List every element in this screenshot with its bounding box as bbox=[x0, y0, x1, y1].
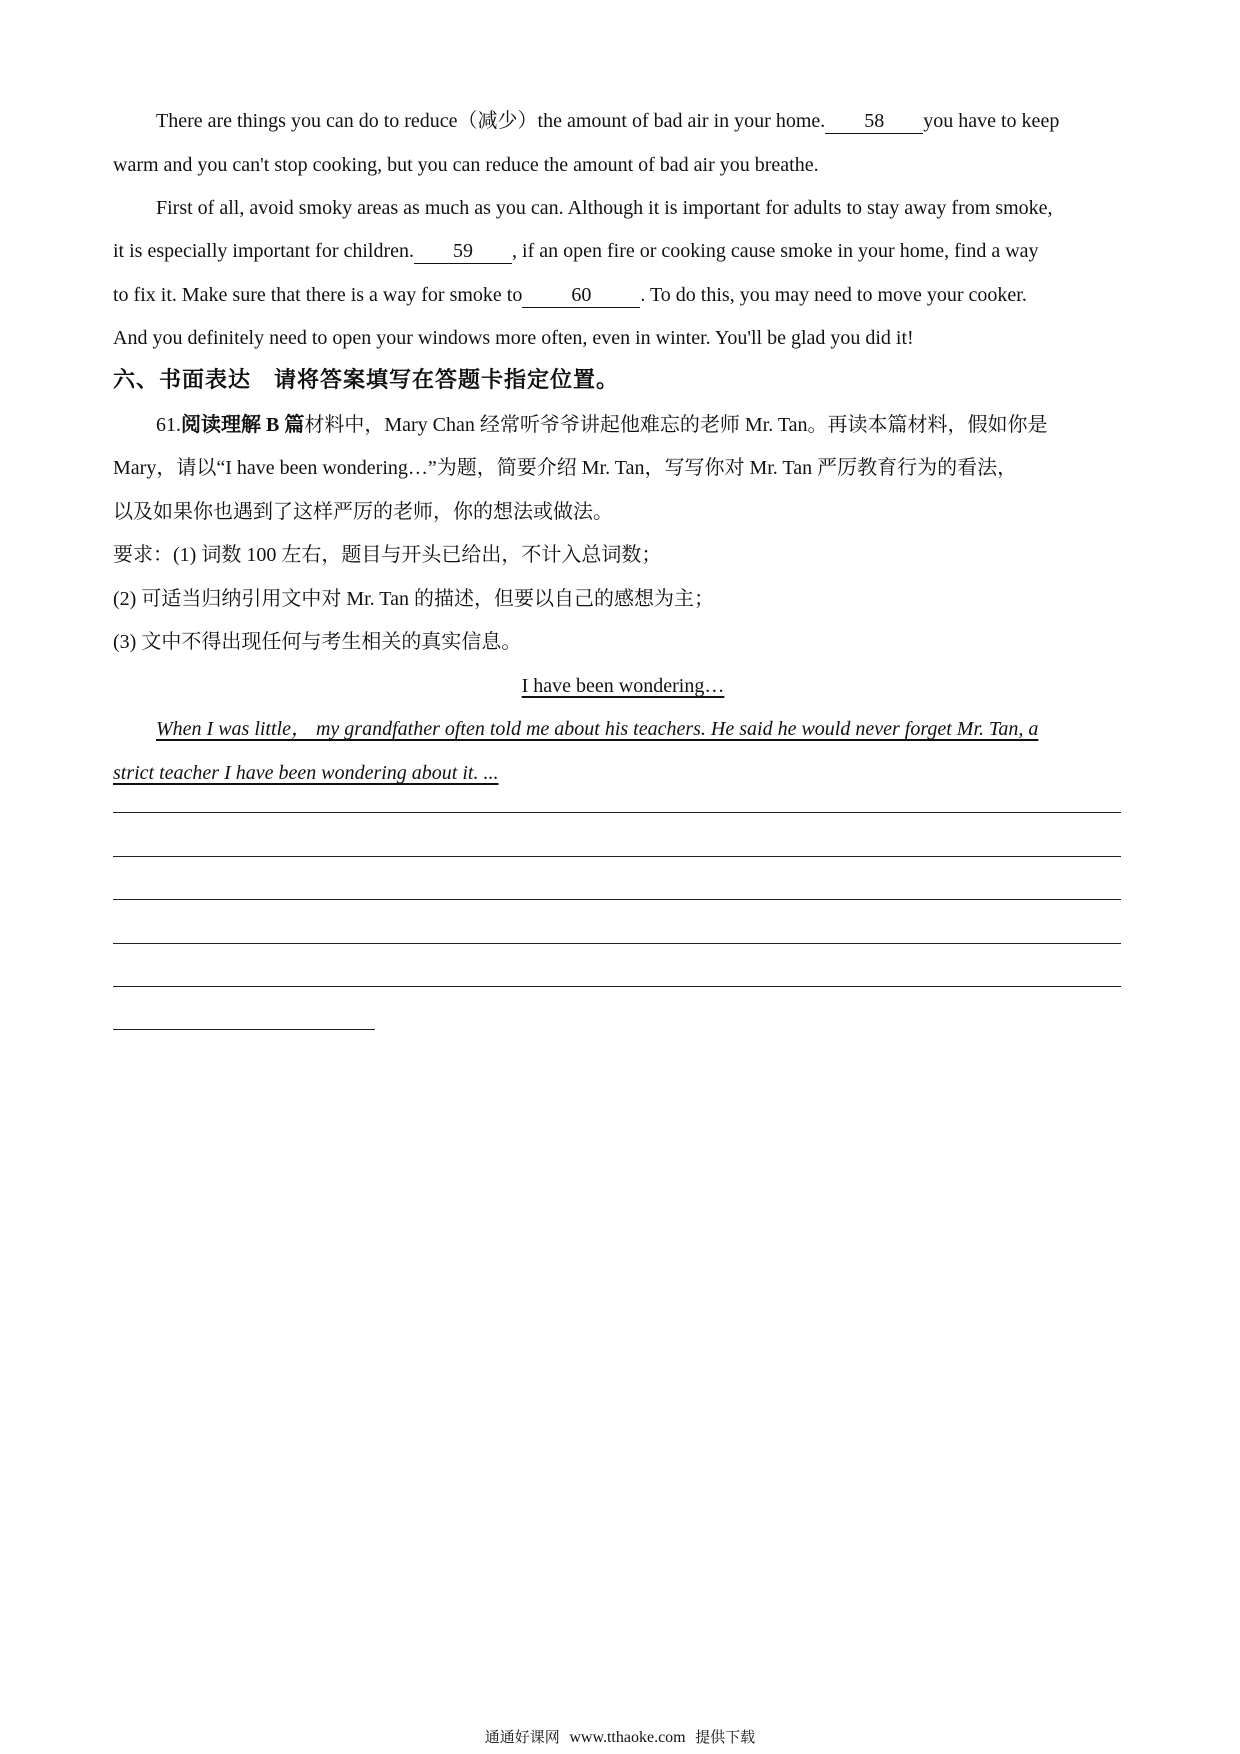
writing-line[interactable] bbox=[113, 812, 1121, 813]
essay-title: I have been wondering… bbox=[521, 675, 725, 697]
answer-blank-59: 59 bbox=[414, 239, 512, 264]
task-line: Mary，请以“I have been wondering…”为题，简要介绍 Mr. Tan，写写你对 Mr. Tan 严厉教育行为的看法， bbox=[113, 457, 1018, 479]
task-line bbox=[156, 411, 1133, 439]
page-footer bbox=[0, 1726, 1240, 1747]
passage-line bbox=[113, 237, 1133, 265]
essay-title-row bbox=[113, 672, 1133, 700]
footer-suffix: 提供下载 bbox=[695, 1728, 756, 1746]
task-bold-label: 阅读理解 B 篇 bbox=[181, 414, 305, 436]
writing-line[interactable] bbox=[113, 943, 1121, 944]
passage-line bbox=[113, 324, 1133, 352]
essay-opening-line bbox=[156, 715, 1133, 743]
requirement-2: (2) 可适当归纳引用文中对 Mr. Tan 的描述，但要以自己的感想为主； bbox=[113, 588, 714, 610]
answer-blank-58: 58 bbox=[825, 109, 923, 134]
passage-text: to fix it. Make sure that there is a way for smoke to bbox=[113, 284, 523, 306]
passage-line bbox=[113, 281, 1133, 309]
writing-line[interactable] bbox=[113, 899, 1121, 900]
answer-blank-60: 60 bbox=[522, 283, 640, 308]
passage-text: it is especially important for children. bbox=[113, 240, 415, 262]
writing-line[interactable] bbox=[113, 986, 1121, 987]
passage-line bbox=[156, 107, 1133, 135]
passage-text: warm and you can't stop cooking, but you can reduce the amount of bad air you breathe. bbox=[113, 154, 819, 176]
task-line: 以及如果你也遇到了这样严厉的老师，你的想法或做法。 bbox=[113, 501, 613, 523]
passage-line bbox=[156, 194, 1133, 222]
essay-opening-text: When I was little， my grandfather often told me about his teachers. He said he would never forget Mr. Tan, a bbox=[156, 718, 1039, 740]
passage-text: There are things you can do to reduce（减少）the amount of bad air in your home. bbox=[156, 110, 826, 132]
essay-opening-line bbox=[113, 759, 1133, 787]
footer-site-name: 通通好课网 bbox=[484, 1728, 560, 1746]
writing-line[interactable] bbox=[113, 856, 1121, 857]
footer-url: www.tthaoke.com bbox=[569, 1729, 686, 1746]
section-heading: 六、书面表达 请将答案填写在答题卡指定位置。 bbox=[113, 368, 620, 393]
passage-text: you have to keep bbox=[923, 110, 1060, 132]
writing-line-short[interactable] bbox=[113, 1029, 375, 1030]
requirement-3: (3) 文中不得出现任何与考生相关的真实信息。 bbox=[113, 631, 522, 653]
task-text: 材料中，Mary Chan 经常听爷爷讲起他难忘的老师 Mr. Tan。再读本篇材料，假如你是 bbox=[304, 414, 1048, 436]
requirement-1: 要求：(1) 词数 100 左右，题目与开头已给出，不计入总词数； bbox=[113, 544, 662, 566]
passage-line bbox=[113, 151, 1133, 179]
essay-opening-text: strict teacher I have been wondering about it. ... bbox=[113, 762, 499, 784]
passage-text: First of all, avoid smoky areas as much as you can. Although it is important for adults to stay away from smoke, bbox=[156, 197, 1053, 219]
task-number: 61. bbox=[156, 414, 181, 436]
passage-text: . To do this, you may need to move your cooker. bbox=[640, 284, 1027, 306]
passage-text: , if an open fire or cooking cause smoke in your home, find a way bbox=[512, 240, 1039, 262]
passage-text: And you definitely need to open your windows more often, even in winter. You'll be glad you did it! bbox=[113, 327, 914, 349]
